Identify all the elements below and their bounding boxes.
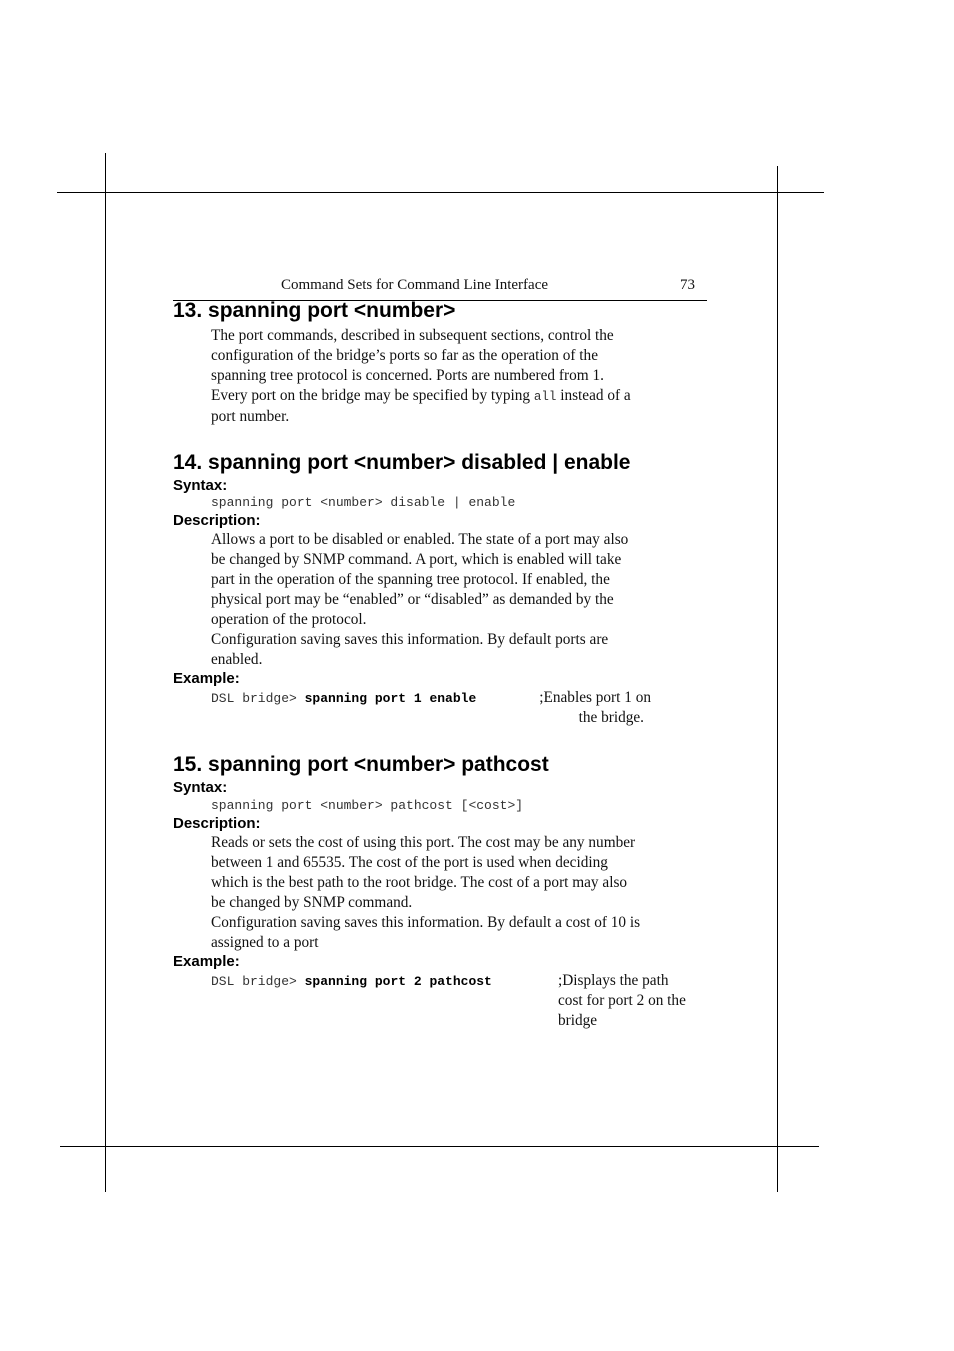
cli-command: spanning port 1 enable — [304, 691, 477, 706]
text-fragment: instead of a — [556, 387, 631, 404]
text-line: be changed by SNMP command. A port, which is enabled will take — [211, 551, 622, 568]
section-14-description-label: Description: — [173, 512, 261, 529]
section-15-description-label: Description: — [173, 815, 261, 832]
section-14-example — [211, 691, 476, 706]
running-header — [173, 276, 707, 301]
text-line: Configuration saving saves this information. By default a cost of 10 is — [211, 914, 641, 931]
crop-mark-bottom-horizontal — [60, 1146, 819, 1147]
page-number: 73 — [680, 277, 695, 293]
crop-mark-top-horizontal — [57, 192, 824, 193]
section-15-example-label: Example: — [173, 953, 240, 970]
text-line: assigned to a port — [211, 934, 319, 951]
section-15-example — [211, 974, 492, 989]
text-line: spanning tree protocol is concerned. Ports are numbered from 1. — [211, 367, 604, 384]
section-14-syntax-label: Syntax: — [173, 477, 228, 494]
crop-mark-left-top-vertical — [105, 153, 106, 1192]
text-line: which is the best path to the root bridge. The cost of a port may also — [211, 874, 628, 891]
cli-command: spanning port 2 pathcost — [304, 974, 492, 989]
crop-mark-right-vertical — [777, 166, 778, 1192]
section-15-description — [211, 833, 711, 953]
comment-line: ;Enables port 1 on — [539, 689, 651, 706]
text-line: The port commands, described in subsequent sections, control the — [211, 327, 614, 344]
section-13-heading: 13. spanning port <number> — [173, 299, 456, 322]
text-line: part in the operation of the spanning tree protocol. If enabled, the — [211, 571, 610, 588]
comment-line: ;Displays the path — [558, 972, 669, 989]
comment-line: cost for port 2 on the — [558, 992, 686, 1009]
text-line: Reads or sets the cost of using this port. The cost may be any number — [211, 834, 636, 851]
text-line: Configuration saving saves this information. By default ports are — [211, 631, 609, 648]
text-line: configuration of the bridge’s ports so far as the operation of the — [211, 347, 598, 364]
comment-line: bridge — [558, 1012, 598, 1029]
cli-prompt: DSL bridge> — [211, 974, 305, 989]
section-15-heading: 15. spanning port <number> pathcost — [173, 753, 549, 776]
text-line: physical port may be “enabled” or “disabled” as demanded by the — [211, 591, 614, 608]
cli-prompt: DSL bridge> — [211, 691, 305, 706]
section-14-example-label: Example: — [173, 670, 240, 687]
section-14-heading: 14. spanning port <number> disabled | enable — [173, 451, 631, 474]
text-line: operation of the protocol. — [211, 611, 367, 628]
text-line — [211, 386, 711, 407]
text-line: port number. — [211, 408, 290, 425]
running-header-title: Command Sets for Command Line Interface — [281, 277, 549, 293]
section-14-description — [211, 530, 711, 670]
section-15-example-comment — [558, 971, 686, 1031]
text-fragment: Every port on the bridge may be specified by typing — [211, 387, 534, 404]
inline-code-all: all — [533, 390, 557, 404]
section-15-syntax-label: Syntax: — [173, 779, 228, 796]
text-line: Allows a port to be disabled or enabled. The state of a port may also — [211, 531, 629, 548]
text-line: between 1 and 65535. The cost of the port is used when deciding — [211, 854, 608, 871]
comment-line: the bridge. — [578, 709, 644, 726]
section-13-intro — [211, 326, 711, 427]
section-15-syntax: spanning port <number> pathcost [<cost>] — [211, 798, 524, 813]
text-line: be changed by SNMP command. — [211, 894, 413, 911]
text-line: enabled. — [211, 651, 263, 668]
section-14-syntax: spanning port <number> disable | enable — [211, 495, 516, 510]
section-14-example-comment — [518, 688, 651, 728]
